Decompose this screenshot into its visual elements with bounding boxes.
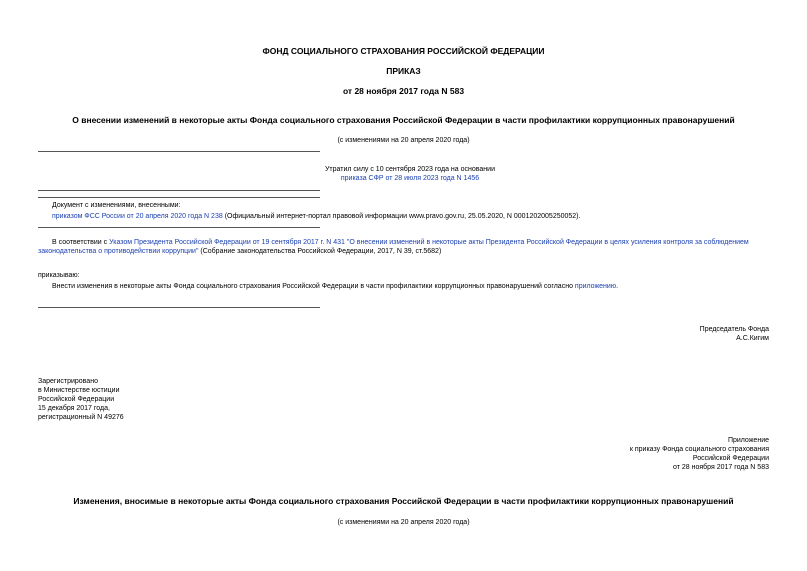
preamble-prefix: В соответствии с — [52, 239, 110, 246]
changes-label: Документ с изменениями, внесенными: — [52, 202, 181, 209]
order-text: Внести изменения в некоторые акты Фонда социального страхования Российской Федерации в части профилактики коррупционных правонарушений согласно — [52, 283, 575, 291]
signature-name: А.С.Кигим — [736, 335, 769, 343]
appendix-reference — [509, 436, 769, 472]
changes-link[interactable]: приказом ФСС России от 20 апреля 2020 года N 238 — [52, 213, 223, 221]
registration-line: 15 декабря 2017 года, — [38, 405, 110, 413]
appendix-link[interactable]: приложению — [574, 283, 617, 291]
doc-date-number: от 28 ноября 2017 года N 583 — [342, 86, 465, 96]
expired-notice — [300, 165, 520, 183]
divider — [38, 197, 320, 198]
divider — [38, 227, 320, 228]
doc-type: ПРИКАЗ — [386, 66, 421, 76]
org-name: ФОНД СОЦИАЛЬНОГО СТРАХОВАНИЯ РОССИЙСКОЙ ФЕДЕРАЦИИ — [262, 46, 545, 56]
order-text-end: . — [616, 283, 619, 291]
appendix-ref-line: к приказу Фонда социального страхования — [629, 446, 769, 454]
expired-text: Утратил силу с 10 сентября 2023 года на основании — [324, 166, 495, 173]
divider — [38, 151, 320, 152]
expired-link[interactable]: приказа СФР от 28 июля 2023 года N 1456 — [340, 175, 480, 183]
changes-source: (Официальный интернет-портал правовой информации www.pravo.gov.ru, 25.05.2020, N 0001202005250052). — [222, 213, 581, 221]
appendix-ref-line: Приложение — [727, 437, 769, 444]
signature-position: Председатель Фонда — [699, 326, 769, 333]
divider — [38, 190, 320, 191]
divider — [38, 307, 320, 308]
doc-revision: (с изменениями на 20 апреля 2020 года) — [337, 137, 470, 144]
appendix-ref-line: от 28 ноября 2017 года N 583 — [673, 464, 769, 472]
appendix-revision: (с изменениями на 20 апреля 2020 года) — [337, 519, 470, 526]
appendix-ref-line: Российской Федерации — [692, 455, 769, 463]
decree-link[interactable]: Указом Президента Российской Федерации от 19 сентября 2017 г. N 431 "О внесении изменений в некоторые акты Президента Российской Федерации в целях усиления контроля за соблюдением законодательства о противодействии коррупции" — [38, 239, 749, 256]
registration-line: регистрационный N 49276 — [38, 414, 124, 422]
registration-block — [38, 377, 238, 422]
registration-line: в Министерстве юстиции — [38, 387, 120, 395]
order-block — [38, 271, 778, 291]
preamble — [38, 238, 770, 256]
registration-line: Зарегистрировано — [38, 378, 98, 385]
signature-block — [529, 325, 769, 343]
registration-line: Российской Федерации — [38, 396, 115, 404]
doc-title: О внесении изменений в некоторые акты Фонда социального страхования Российской Федерации в части профилактики коррупционных правонарушений — [72, 115, 735, 125]
order-label: приказываю: — [38, 272, 80, 279]
changes-block — [52, 201, 772, 221]
appendix-title: Изменения, вносимые в некоторые акты Фонда социального страхования Российской Федерации в части профилактики коррупционных правонарушений — [73, 496, 734, 506]
preamble-suffix: (Собрание законодательства Российской Федерации, 2017, N 39, ст.5682) — [198, 248, 442, 256]
